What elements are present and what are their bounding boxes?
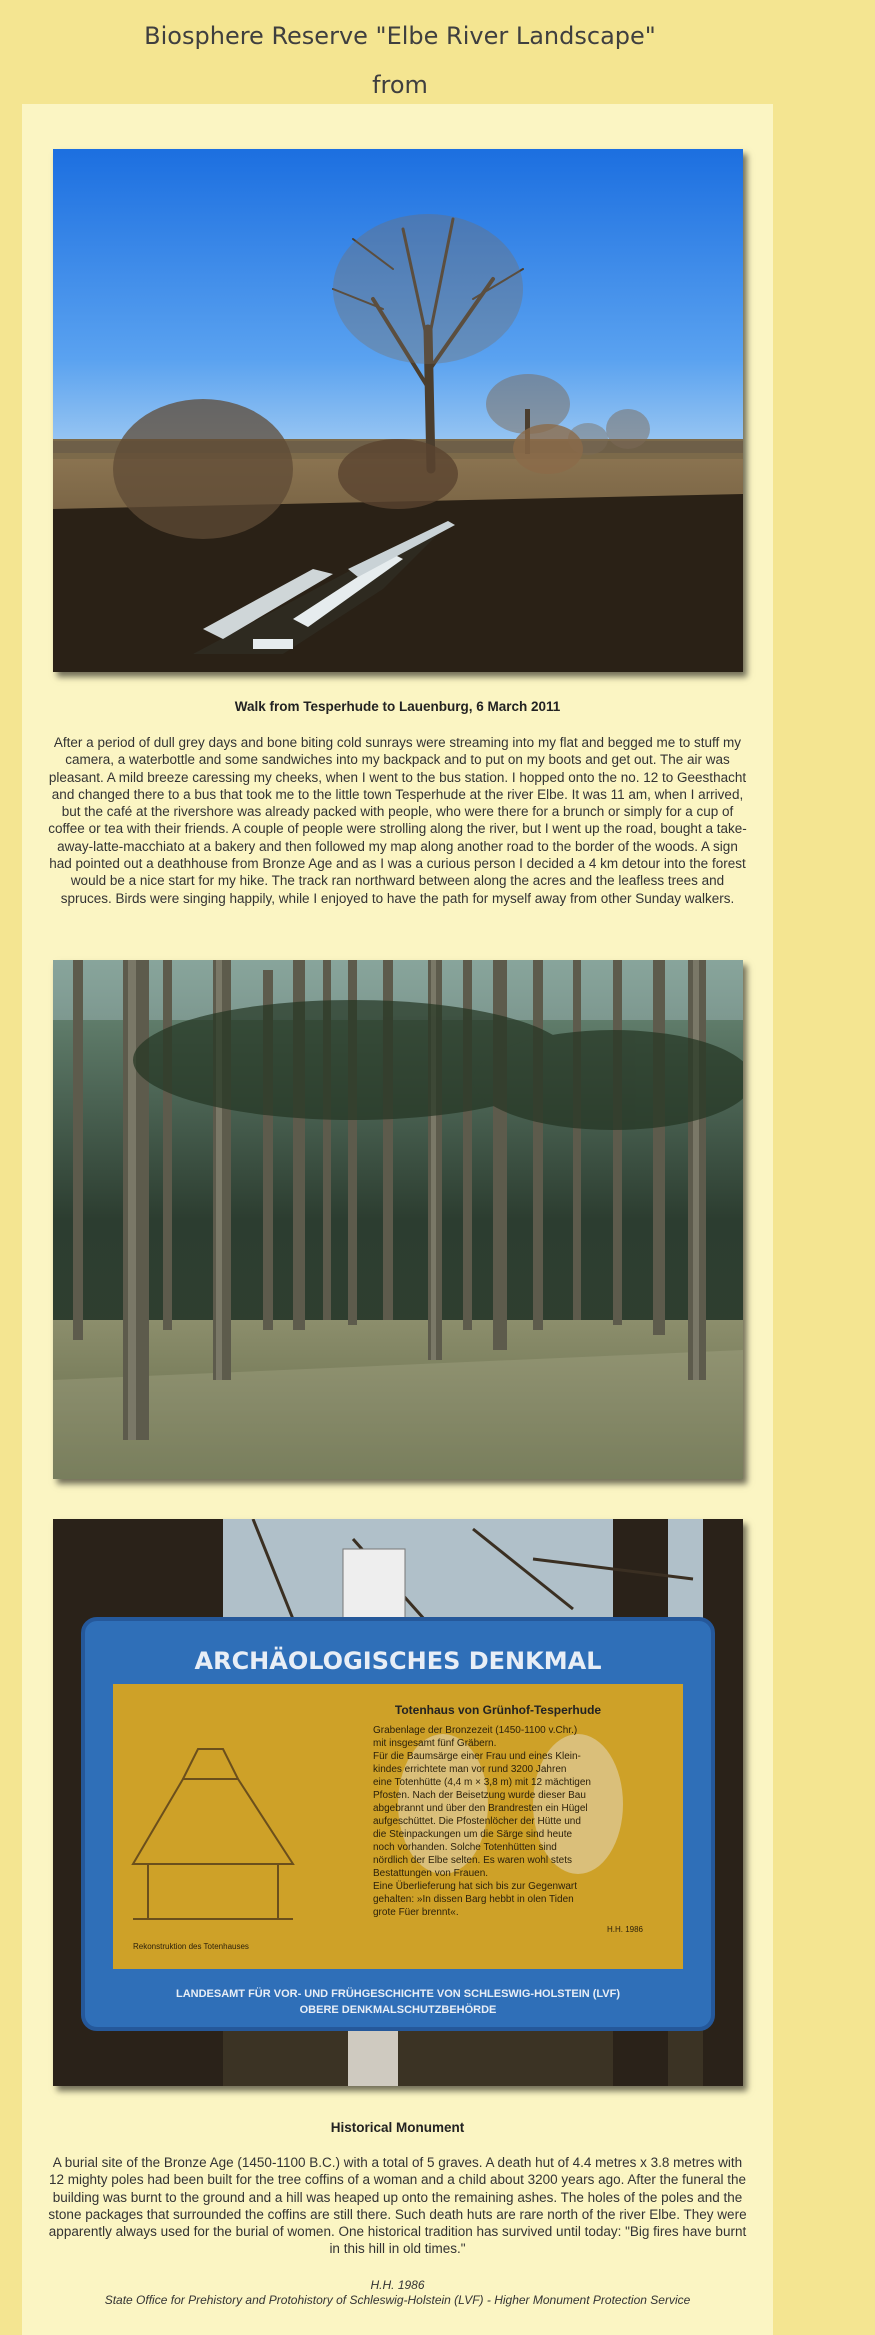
- walk-heading: Walk from Tesperhude to Lauenburg, 6 March 2011: [234, 699, 561, 714]
- sign-caption: Rekonstruktion des Totenhauses: [133, 1942, 249, 1951]
- sign-title: ARCHÄOLOGISCHES DENKMAL: [194, 1647, 602, 1675]
- sign-line: abgebrannt und über den Brandresten ein Hügel: [373, 1803, 588, 1814]
- sign-footer-line1: LANDESAMT FÜR VOR- UND FRÜHGESCHICHTE VON SCHLESWIG-HOLSTEIN (LVF): [175, 1988, 621, 2000]
- sign-line: Bestattungen von Frauen.: [373, 1868, 489, 1879]
- field-landscape-photo: [53, 149, 743, 672]
- monument-paragraph: A burial site of the Bronze Age (1450-1100 B.C.) with a total of 5 graves. A death hut of 4.4 metres x 3.8 metres with 12 mighty poles had been built for the tree coffins of a woman and a child about 3200 years ago. After the funeral the building was burnt to the ground and a hill was heaped up onto the remaining ashes. The holes of the poles and the stone packages that surrounded the coffins are still there. Such death huts are rare north of the river Elbe. They were apparently always used for the burial of women. One historical tradition has survived until today: "Big fires have burnt in this hill in old times.": [48, 2155, 747, 2257]
- content-panel: [22, 104, 773, 2335]
- monument-signature: H.H. 1986: [370, 2278, 425, 2292]
- monument-source: State Office for Prehistory and Protohistory of Schleswig-Holstein (LVF) - Higher Monument Protection Service: [104, 2293, 691, 2307]
- sign-subtitle: Totenhaus von Grünhof-Tesperhude: [394, 1703, 602, 1717]
- sign-line: aufgeschüttet. Die Pfostenlöcher der Hütte und: [373, 1816, 581, 1827]
- page-title-line1: Biosphere Reserve "Elbe River Landscape" from: [144, 22, 656, 99]
- sign-line: die Steinpackungen um die Särge sind heute: [373, 1829, 573, 1840]
- monument-heading: Historical Monument: [330, 2120, 465, 2135]
- sign-line: gehalten: »In dissen Barg hebbt in olen Tiden: [373, 1894, 574, 1905]
- sign-footer-line2: OBERE DENKMALSCHUTZBEHÖRDE: [299, 2004, 497, 2016]
- sign-line: kindes errichtete man vor rund 3200 Jahren: [373, 1764, 567, 1775]
- sign-line: grote Füer brennt«.: [373, 1907, 459, 1918]
- monument-sign-photo: [53, 1519, 743, 2086]
- sign-line: Pfosten. Nach der Beisetzung wurde dieser Bau: [373, 1790, 586, 1801]
- sign-line: Eine Überlieferung hat sich bis zur Gegenwart: [373, 1881, 577, 1892]
- sign-line: Grabenlage der Bronzezeit (1450-1100 v.Chr.): [373, 1725, 578, 1736]
- sign-line: Für die Baumsärge einer Frau und eines Klein-: [373, 1751, 581, 1762]
- sign-signature: H.H. 1986: [606, 1925, 643, 1934]
- sign-text-block: [373, 1725, 591, 1918]
- forest-photo: [53, 960, 743, 1479]
- sign-line: mit insgesamt fünf Gräbern.: [373, 1738, 497, 1749]
- walk-paragraph: After a period of dull grey days and bone biting cold sunrays were streaming into my flat and begged me to stuff my camera, a waterbottle and some sandwiches into my backpack and to put on my boots and get out. The air was pleasant. A mild breeze caressing my cheeks, when I went to the bus station. I hopped onto the no. 12 to Geesthacht and changed there to a bus that took me to the little town Tesperhude at the river Elbe. It was 11 am, when I arrived, but the café at the rivershore was already packed with people, who were there for a brunch or simply for a cup of coffee or tea with their friends. A couple of people were strolling along the river, but I went up the road, bought a take-away-latte-macchiato at a bakery and then followed my map along another road to the border of the woods. A sign had pointed out a deathhouse from Bronze Age and as I was a curious person I decided a 4 km detour into the forest would be a nice start for my hike. The track ran northward between along the acres and the leafless trees and spruces. Birds were singing happily, while I enjoyed to have the path for myself away from other Sunday walkers.: [48, 735, 747, 906]
- sign-line: nördlich der Elbe selten. Es waren wohl stets: [373, 1855, 572, 1866]
- sign-line: noch vorhanden. Solche Totenhütten sind: [373, 1842, 557, 1853]
- sign-line: eine Totenhütte (4,4 m × 3,8 m) mit 12 mächtigen: [373, 1777, 591, 1788]
